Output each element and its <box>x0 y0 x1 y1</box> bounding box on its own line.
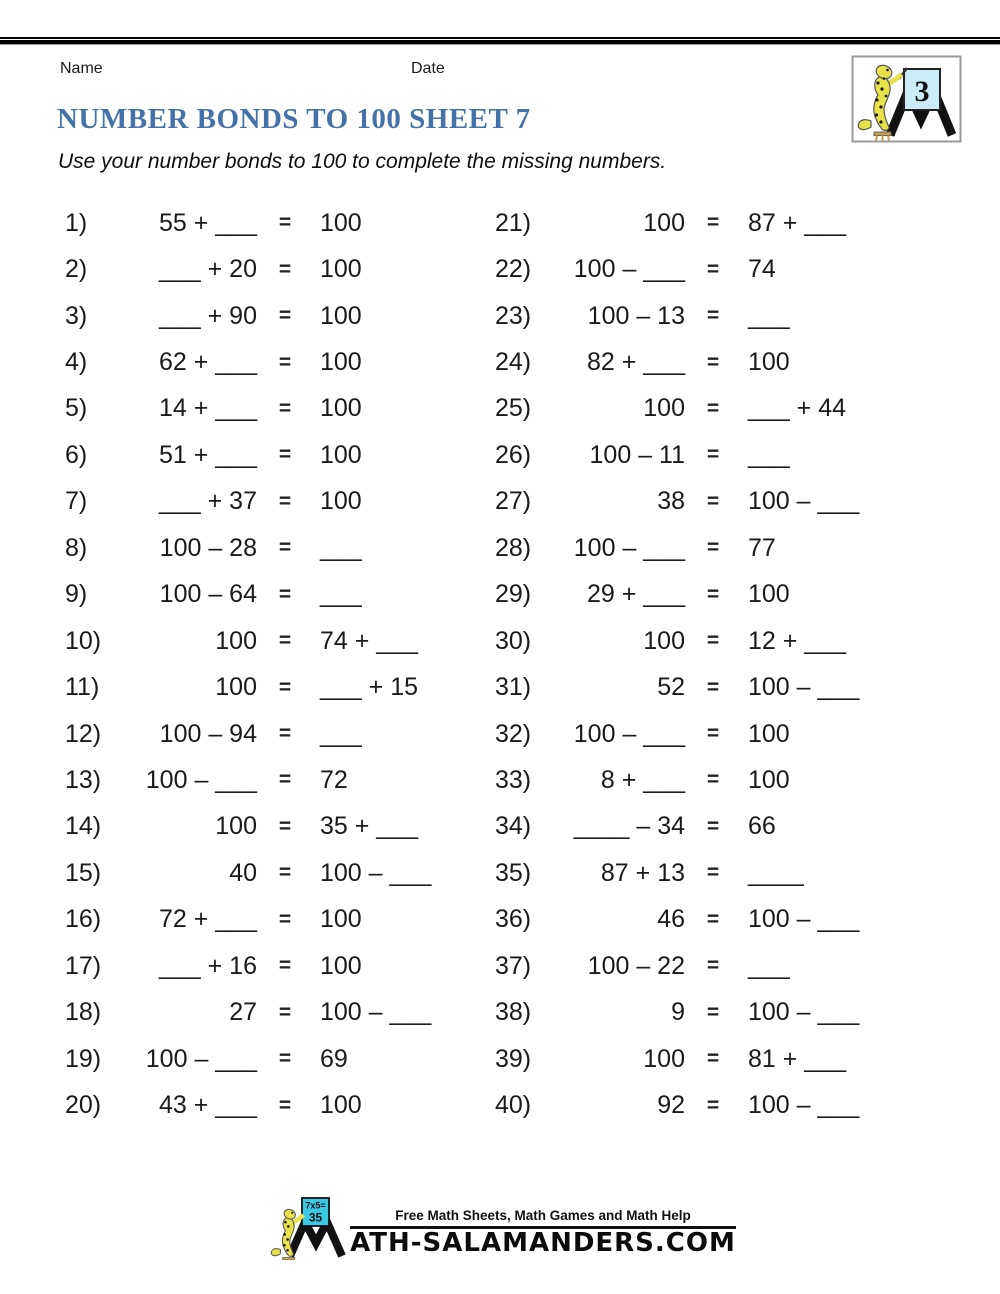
equals-sign: = <box>278 443 292 467</box>
problem-number: 31) <box>495 673 532 702</box>
problem-row <box>495 850 995 896</box>
equals-sign: = <box>278 396 292 420</box>
problem-number: 10) <box>65 626 102 655</box>
problem-number: 9) <box>65 580 88 609</box>
problem-lhs: 100 <box>215 626 257 655</box>
problem-row <box>65 1082 495 1128</box>
problem-row <box>495 479 995 525</box>
problem-row <box>495 386 995 432</box>
problem-row <box>65 804 495 850</box>
equals-sign: = <box>706 443 720 467</box>
problem-row <box>65 386 495 432</box>
equals-sign: = <box>706 211 720 235</box>
date-label: Date <box>411 60 445 77</box>
equals-sign: = <box>706 722 720 746</box>
problem-rhs: 87 + ___ <box>748 208 847 237</box>
problem-rhs: ____ <box>748 858 804 887</box>
problem-rhs: 100 – ___ <box>320 998 432 1027</box>
problem-rhs: 100 <box>320 487 362 516</box>
footer-logo <box>264 1196 354 1260</box>
equals-sign: = <box>706 350 720 374</box>
problem-rhs: 100 <box>320 394 362 423</box>
equals-sign: = <box>706 861 720 885</box>
footer-wordmark: ATH-SALAMANDERS.COM <box>350 1228 736 1259</box>
problem-lhs: 72 + ___ <box>158 905 257 934</box>
name-label: Name <box>60 60 103 77</box>
problem-row <box>495 1036 995 1082</box>
problem-number: 1) <box>65 208 88 237</box>
problem-number: 11) <box>65 673 100 702</box>
problem-row <box>65 1036 495 1082</box>
problem-lhs: 100 <box>215 812 257 841</box>
problem-row <box>65 525 495 571</box>
equals-sign: = <box>706 954 720 978</box>
problem-lhs: 27 <box>229 998 257 1027</box>
problem-row <box>65 293 495 339</box>
problem-row <box>495 618 995 664</box>
problem-lhs: 52 <box>657 673 685 702</box>
problem-row <box>495 339 995 385</box>
problem-number: 15) <box>65 858 102 887</box>
problem-number: 8) <box>65 533 88 562</box>
problem-lhs: 92 <box>657 1091 685 1120</box>
sheet-logo-graphic <box>851 55 962 143</box>
problem-number: 20) <box>65 1091 102 1120</box>
problem-lhs: 62 + ___ <box>158 348 257 377</box>
problem-number: 27) <box>495 487 532 516</box>
problem-rhs: ___ <box>320 533 362 562</box>
problem-column-left <box>65 200 495 1129</box>
problem-rhs: 100 <box>320 208 362 237</box>
problem-number: 36) <box>495 905 532 934</box>
problem-rhs: 100 <box>320 301 362 330</box>
problem-lhs: 100 <box>643 394 685 423</box>
equals-sign: = <box>278 1000 292 1024</box>
problem-lhs: 38 <box>657 487 685 516</box>
equals-sign: = <box>278 536 292 560</box>
problem-rhs: 100 <box>320 1091 362 1120</box>
problem-column-right <box>495 200 995 1129</box>
problem-lhs: 82 + ___ <box>586 348 685 377</box>
page-title: NUMBER BONDS TO 100 SHEET 7 <box>57 103 531 135</box>
problem-lhs: 9 <box>671 998 685 1027</box>
problem-row <box>65 618 495 664</box>
problem-number: 16) <box>65 905 102 934</box>
problem-lhs: 100 – 22 <box>587 951 685 980</box>
problem-lhs: 100 <box>643 208 685 237</box>
problem-rhs: 100 <box>320 951 362 980</box>
problem-lhs: 100 – 11 <box>589 440 685 469</box>
equals-sign: = <box>706 1093 720 1117</box>
problem-row <box>65 989 495 1035</box>
problem-row <box>65 664 495 710</box>
problem-row <box>495 293 995 339</box>
footer-tagline: Free Math Sheets, Math Games and Math Help <box>395 1208 691 1224</box>
problem-row <box>65 339 495 385</box>
problem-rhs: 100 <box>748 719 790 748</box>
equals-sign: = <box>706 396 720 420</box>
problem-row <box>495 246 995 292</box>
problem-row <box>495 943 995 989</box>
problem-row <box>65 757 495 803</box>
problem-row <box>495 572 995 618</box>
problem-row <box>65 711 495 757</box>
equals-sign: = <box>278 257 292 281</box>
problem-number: 5) <box>65 394 88 423</box>
problem-rhs: 81 + ___ <box>748 1044 847 1073</box>
problem-rhs: 35 + ___ <box>320 812 419 841</box>
problem-number: 17) <box>65 951 102 980</box>
problem-lhs: 8 + ___ <box>600 765 685 794</box>
problem-lhs: 100 – 64 <box>159 580 257 609</box>
problem-number: 14) <box>65 812 102 841</box>
problem-row <box>65 897 495 943</box>
equals-sign: = <box>278 861 292 885</box>
problem-number: 28) <box>495 533 532 562</box>
problem-row <box>65 943 495 989</box>
problem-number: 37) <box>495 951 532 980</box>
problem-lhs: 100 – 13 <box>587 301 685 330</box>
problem-row <box>495 525 995 571</box>
problem-lhs: 100 <box>215 673 257 702</box>
problem-number: 40) <box>495 1091 532 1120</box>
problem-rhs: ___ <box>748 301 790 330</box>
equals-sign: = <box>278 675 292 699</box>
equals-sign: = <box>706 814 720 838</box>
problem-number: 32) <box>495 719 532 748</box>
problem-lhs: 100 – ___ <box>573 255 685 284</box>
problem-rhs: 77 <box>748 533 776 562</box>
problem-lhs: ___ + 37 <box>158 487 257 516</box>
problem-rhs: 69 <box>320 1044 348 1073</box>
problem-rhs: 100 <box>748 765 790 794</box>
problem-rhs: 100 – ___ <box>320 858 432 887</box>
problem-number: 4) <box>65 348 88 377</box>
problem-rhs: 100 – ___ <box>748 905 860 934</box>
problem-number: 24) <box>495 348 532 377</box>
problem-row <box>495 757 995 803</box>
equals-sign: = <box>278 1047 292 1071</box>
problem-number: 12) <box>65 719 102 748</box>
problem-lhs: 43 + ___ <box>158 1091 257 1120</box>
problem-rhs: 100 – ___ <box>748 673 860 702</box>
problem-number: 33) <box>495 765 532 794</box>
problem-row <box>495 897 995 943</box>
problem-row <box>495 200 995 246</box>
problem-rhs: 100 <box>748 348 790 377</box>
problem-rhs: ___ + 15 <box>320 673 419 702</box>
stool-icon <box>874 132 891 141</box>
problem-row <box>495 664 995 710</box>
problem-number: 22) <box>495 255 532 284</box>
problem-rhs: ___ <box>320 580 362 609</box>
equals-sign: = <box>706 536 720 560</box>
problem-rhs: ___ <box>320 719 362 748</box>
problem-rhs: 74 <box>748 255 776 284</box>
problem-lhs: 40 <box>229 858 257 887</box>
problem-rhs: ___ <box>748 440 790 469</box>
problem-number: 25) <box>495 394 532 423</box>
problem-rhs: 100 <box>748 580 790 609</box>
equals-sign: = <box>278 582 292 606</box>
equals-sign: = <box>278 211 292 235</box>
problem-rhs: 100 <box>320 348 362 377</box>
problem-row <box>495 711 995 757</box>
equals-sign: = <box>278 768 292 792</box>
problem-lhs: 100 – 94 <box>159 719 257 748</box>
problem-lhs: 100 – ___ <box>573 719 685 748</box>
problem-rhs: 100 – ___ <box>748 1091 860 1120</box>
problem-lhs: 51 + ___ <box>158 440 257 469</box>
problem-row <box>495 804 995 850</box>
equals-sign: = <box>278 954 292 978</box>
sheet-logo <box>851 55 962 148</box>
problem-rhs: 100 <box>320 440 362 469</box>
problem-number: 38) <box>495 998 532 1027</box>
problem-row <box>495 432 995 478</box>
problem-rhs: ___ <box>748 951 790 980</box>
m-logo-icon <box>290 1222 342 1256</box>
problem-row <box>65 572 495 618</box>
problem-number: 3) <box>65 301 88 330</box>
problem-lhs: 100 – ___ <box>145 1044 257 1073</box>
problem-number: 39) <box>495 1044 532 1073</box>
equals-sign: = <box>706 1000 720 1024</box>
problem-row <box>65 479 495 525</box>
equals-sign: = <box>706 907 720 931</box>
problem-number: 2) <box>65 255 88 284</box>
problem-lhs: 100 – ___ <box>573 533 685 562</box>
problem-rhs: 72 <box>320 765 348 794</box>
problem-number: 7) <box>65 487 88 516</box>
problem-number: 18) <box>65 998 102 1027</box>
equals-sign: = <box>706 582 720 606</box>
problem-lhs: 55 + ___ <box>158 208 257 237</box>
problem-number: 35) <box>495 858 532 887</box>
problem-lhs: 87 + 13 <box>600 858 685 887</box>
problem-number: 21) <box>495 208 532 237</box>
problem-row <box>65 200 495 246</box>
sign-line2: 35 <box>308 1210 323 1225</box>
equals-sign: = <box>278 304 292 328</box>
problem-lhs: 14 + ___ <box>158 394 257 423</box>
instruction-text: Use your number bonds to 100 to complete the missing numbers. <box>58 150 667 173</box>
problem-lhs: ___ + 16 <box>158 951 257 980</box>
problem-row <box>65 850 495 896</box>
problem-number: 19) <box>65 1044 102 1073</box>
problem-rhs: 100 – ___ <box>748 998 860 1027</box>
problem-row <box>495 989 995 1035</box>
problem-number: 6) <box>65 440 88 469</box>
problem-number: 13) <box>65 765 102 794</box>
equals-sign: = <box>278 629 292 653</box>
footer <box>0 1196 1000 1260</box>
equals-sign: = <box>706 257 720 281</box>
problem-rhs: 74 + ___ <box>320 626 419 655</box>
problem-number: 29) <box>495 580 532 609</box>
equals-sign: = <box>706 304 720 328</box>
problem-number: 30) <box>495 626 532 655</box>
problem-lhs: 100 – ___ <box>145 765 257 794</box>
equals-sign: = <box>278 907 292 931</box>
problem-lhs: 100 <box>643 1044 685 1073</box>
problem-rhs: 100 <box>320 905 362 934</box>
badge-number: 3 <box>914 75 930 108</box>
top-border-rule <box>0 36 1000 47</box>
problem-row <box>65 246 495 292</box>
equals-sign: = <box>278 814 292 838</box>
sign-line1: 7x5= <box>305 1200 326 1211</box>
equals-sign: = <box>278 722 292 746</box>
problem-lhs: 46 <box>657 905 685 934</box>
problem-rhs: 12 + ___ <box>748 626 847 655</box>
footer-text-block <box>350 1208 736 1260</box>
equals-sign: = <box>278 1093 292 1117</box>
problem-number: 34) <box>495 812 532 841</box>
problem-lhs: ____ – 34 <box>573 812 685 841</box>
equals-sign: = <box>278 489 292 513</box>
equals-sign: = <box>278 350 292 374</box>
problem-lhs: ___ + 90 <box>158 301 257 330</box>
problem-rhs: 66 <box>748 812 776 841</box>
equals-sign: = <box>706 1047 720 1071</box>
equals-sign: = <box>706 489 720 513</box>
problem-lhs: 29 + ___ <box>586 580 685 609</box>
problem-rhs: 100 <box>320 255 362 284</box>
problem-number: 23) <box>495 301 532 330</box>
problem-lhs: 100 – 28 <box>159 533 257 562</box>
problem-rhs: 100 – ___ <box>748 487 860 516</box>
problems-grid <box>65 200 995 1129</box>
problem-lhs: ___ + 20 <box>158 255 257 284</box>
equals-sign: = <box>706 675 720 699</box>
equals-sign: = <box>706 629 720 653</box>
equals-sign: = <box>706 768 720 792</box>
problem-row <box>65 432 495 478</box>
problem-lhs: 100 <box>643 626 685 655</box>
problem-rhs: ___ + 44 <box>748 394 847 423</box>
problem-row <box>495 1082 995 1128</box>
problem-number: 26) <box>495 440 532 469</box>
